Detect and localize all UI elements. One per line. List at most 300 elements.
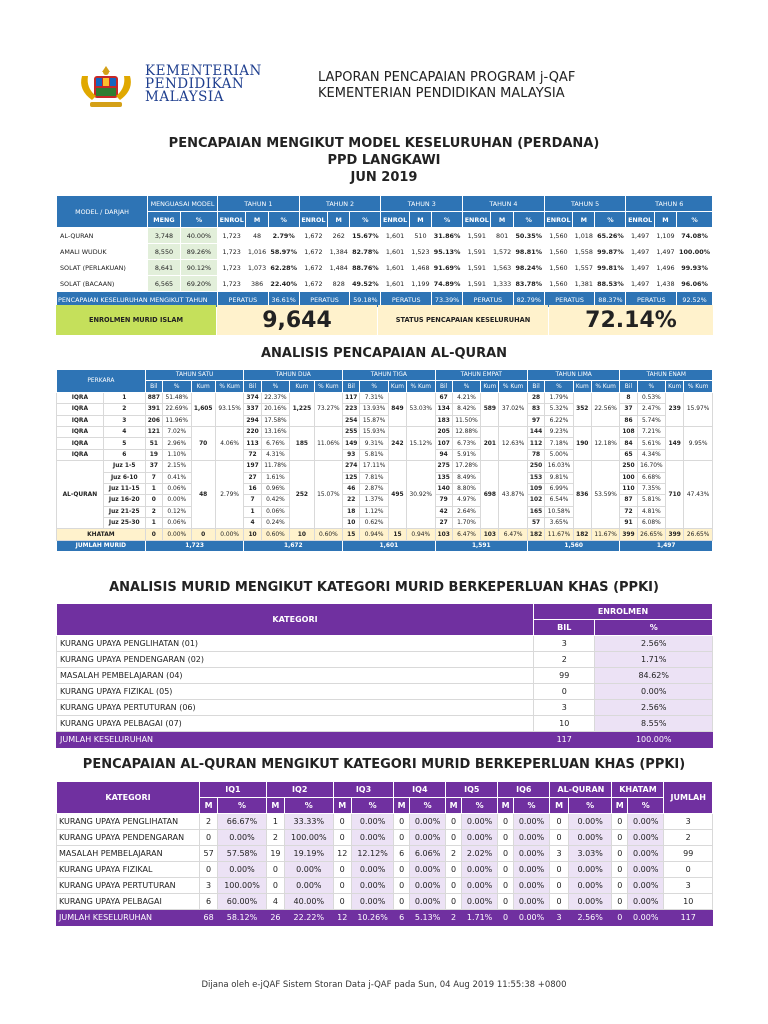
year-enrol: 1,672 (299, 228, 327, 244)
peratus-label: PERATUS (626, 292, 677, 308)
row-level: 5 (103, 438, 145, 449)
year-pct: 82.78% (350, 244, 381, 260)
cell-jumlah: 3 (664, 878, 713, 894)
summary-pct: 82.79% (513, 292, 544, 308)
cell-pct: 1.61% (261, 472, 290, 483)
cell-kum: 1,605 (191, 392, 215, 426)
year-enrol: 1,560 (544, 244, 572, 260)
ppki-row (57, 716, 713, 732)
cell-pct: 1.10% (162, 449, 191, 460)
col-pct: % (461, 798, 497, 814)
model-meng: 8,641 (148, 260, 181, 276)
col-pct: % (409, 798, 445, 814)
cell-pct: 5.91% (452, 449, 481, 460)
year-enrol: 1,723 (218, 228, 246, 244)
col-enrolmen: ENROLMEN (534, 604, 713, 620)
year-pct: 2.79% (268, 228, 299, 244)
ppki-category: KURANG UPAYA PENGLIHATAN (01) (57, 636, 534, 652)
col-sub: % Kum (314, 381, 343, 392)
khatam-cell: 6.47% (499, 529, 528, 540)
cell-pct: 0.00% (409, 862, 445, 878)
khatam-label: KHATAM (57, 529, 146, 540)
cell-m: 57 (200, 846, 218, 862)
cell-kum: 48 (191, 461, 215, 529)
year-enrol: 1,672 (299, 260, 327, 276)
year-m: 1,497 (654, 244, 676, 260)
cell-kum: 710 (666, 461, 684, 529)
col-group: IQ3 (333, 782, 394, 798)
cell-pct: 0.00% (513, 814, 549, 830)
cell-jumlah: 10 (664, 894, 713, 910)
col-sub: Bil (343, 381, 360, 392)
cell-pct: 1.79% (545, 392, 574, 403)
cell-pct: 0.00% (351, 862, 394, 878)
model-meng: 6,565 (148, 276, 181, 292)
cell-pct-kum: 53.59% (591, 461, 620, 529)
cell-bil: 65 (620, 449, 637, 460)
col-pct: % (568, 798, 612, 814)
col-year-header: TAHUN SATU (145, 370, 244, 381)
cell-pct: 4.31% (261, 449, 290, 460)
cell-pct-kum: 12.63% (499, 426, 528, 460)
row-level: 1 (103, 392, 145, 403)
year-pct: 50.35% (513, 228, 544, 244)
col-year-header: TAHUN EMPAT (435, 370, 527, 381)
row-group: IQRA (57, 415, 104, 426)
cell-kum: 190 (573, 426, 591, 460)
year-enrol: 1,560 (544, 260, 572, 276)
year-pct: 96.06% (677, 276, 713, 292)
col-sub: % (452, 381, 481, 392)
cell-bil: 94 (435, 449, 452, 460)
enrolment-label: ENROLMEN MURID ISLAM (56, 305, 216, 335)
col-sub: % (261, 381, 290, 392)
col-sub: Bil (145, 381, 162, 392)
col-kategori: KATEGORI (57, 604, 534, 636)
ppki-pct: 8.55% (595, 716, 713, 732)
cell-pct: 8.42% (452, 404, 481, 415)
cell-m: 0 (200, 862, 218, 878)
col-year-header: TAHUN DUA (244, 370, 343, 381)
cell-jumlah: 2 (664, 830, 713, 846)
khatam-cell: 26.65% (637, 529, 666, 540)
khatam-cell: 6.47% (452, 529, 481, 540)
report-title-line-1: LAPORAN PENCAPAIAN PROGRAM j-QAF (318, 70, 576, 85)
model-meng: 8,550 (148, 244, 181, 260)
model-row (57, 260, 713, 276)
cell-pct: 100.00% (285, 830, 334, 846)
col-m: M (200, 798, 218, 814)
cell-pct-kum: 4.06% (215, 426, 244, 460)
cell-bil: 83 (527, 404, 544, 415)
cell-m: 0 (550, 862, 569, 878)
cell-pct: 2.87% (360, 483, 389, 494)
year-m: 1,199 (409, 276, 431, 292)
cell-pct: 0.00% (162, 495, 191, 506)
cell-pct: 0.00% (628, 830, 664, 846)
ppki-pct: 0.00% (595, 684, 713, 700)
khatam-cell: 399 (666, 529, 684, 540)
col-sub: % (360, 381, 389, 392)
cell-pct: 0.12% (162, 506, 191, 517)
cell-bil: 112 (527, 438, 544, 449)
ppki-category: KURANG UPAYA FIZIKAL (05) (57, 684, 534, 700)
cell-pct: 0.00% (513, 862, 549, 878)
year-m: 1,563 (491, 260, 513, 276)
cell-pct: 6.76% (261, 438, 290, 449)
cell-bil: 144 (527, 426, 544, 437)
col-sub: % Kum (406, 381, 435, 392)
total-m: 3 (550, 910, 569, 926)
col-year-header: TAHUN 3 (381, 196, 463, 212)
col-group: IQ6 (498, 782, 550, 798)
cell-pct: 0.42% (261, 495, 290, 506)
cell-kum: 352 (573, 392, 591, 426)
cell-bil: 294 (244, 415, 261, 426)
summary-pct: 36.61% (268, 292, 299, 308)
cell-pct-kum: 30.92% (406, 461, 435, 529)
cell-bil: 374 (244, 392, 261, 403)
cell-pct: 4.21% (452, 392, 481, 403)
year-pct: 31.86% (432, 228, 463, 244)
cell-pct: 19.19% (285, 846, 334, 862)
cell-m: 19 (266, 846, 284, 862)
year-enrol: 1,497 (626, 276, 654, 292)
col-sub: Kum (191, 381, 215, 392)
ppki-quran-category: KURANG UPAYA PERTUTURAN (57, 878, 200, 894)
ppki-row (57, 668, 713, 684)
cell-m: 0 (394, 878, 410, 894)
col-group: IQ2 (266, 782, 333, 798)
year-enrol: 1,560 (544, 228, 572, 244)
cell-bil: 87 (620, 495, 637, 506)
col-sub: Kum (388, 381, 406, 392)
cell-bil: 18 (343, 506, 360, 517)
cell-kum: 239 (666, 392, 684, 426)
year-enrol: 1,560 (544, 276, 572, 292)
cell-m: 0 (446, 862, 462, 878)
col-m: M (498, 798, 514, 814)
total-pct: 10.26% (351, 910, 394, 926)
year-m: 1,381 (573, 276, 595, 292)
cell-bil: 10 (343, 518, 360, 529)
khatam-cell: 15 (388, 529, 406, 540)
cell-m: 12 (333, 846, 351, 862)
logo-line-3: MALAYSIA (145, 89, 224, 105)
col-year-header: TAHUN 1 (218, 196, 300, 212)
cell-pct: 6.06% (409, 846, 445, 862)
year-pct: 98.24% (513, 260, 544, 276)
cell-bil: 1 (145, 483, 162, 494)
cell-pct: 7.02% (162, 426, 191, 437)
cell-pct: 12.88% (452, 426, 481, 437)
total-m: 6 (394, 910, 410, 926)
cell-m: 0 (333, 862, 351, 878)
cell-pct: 1.12% (360, 506, 389, 517)
cell-pct-kum: 15.97% (684, 392, 713, 426)
ppki-pct: 2.56% (595, 636, 713, 652)
cell-kum: 185 (290, 426, 314, 460)
col-sub: Bil (244, 381, 261, 392)
col-pct: % (285, 798, 334, 814)
quran-row (57, 426, 713, 437)
cell-pct-kum: 15.12% (406, 426, 435, 460)
year-enrol: 1,497 (626, 244, 654, 260)
cell-pct: 57.58% (218, 846, 267, 862)
cell-pct: 0.06% (261, 506, 290, 517)
cell-m: 0 (550, 894, 569, 910)
total-pct: 5.13% (409, 910, 445, 926)
col-pct: % (677, 212, 713, 228)
col-jumlah: JUMLAH (664, 782, 713, 814)
col-m: M (246, 212, 268, 228)
ppki-quran-total-row (57, 910, 713, 926)
cell-pct: 13.16% (261, 426, 290, 437)
ministry-logo-text (145, 65, 262, 104)
cell-pct: 0.53% (637, 392, 666, 403)
total-m: 12 (333, 910, 351, 926)
cell-pct: 0.00% (513, 878, 549, 894)
col-pct: % (432, 212, 463, 228)
ppki-quran-category: KURANG UPAYA FIZIKAL (57, 862, 200, 878)
ppki-bil: 3 (534, 700, 595, 716)
khatam-cell: 0.94% (406, 529, 435, 540)
ppki-category: KURANG UPAYA PENDENGARAN (02) (57, 652, 534, 668)
cell-m: 0 (394, 862, 410, 878)
cell-pct: 2.02% (461, 846, 497, 862)
cell-m: 0 (612, 814, 628, 830)
cell-bil: 78 (527, 449, 544, 460)
ppki-quran-category: KURANG UPAYA PENDENGARAN (57, 830, 200, 846)
cell-bil: 84 (620, 438, 637, 449)
col-menguasai-model: MENGUASAI MODEL (148, 196, 218, 212)
ppki-bil: 2 (534, 652, 595, 668)
year-pct: 65.26% (595, 228, 626, 244)
cell-kum: 589 (481, 392, 499, 426)
cell-pct: 0.00% (568, 814, 612, 830)
col-m: M (409, 212, 431, 228)
cell-bil: 100 (620, 472, 637, 483)
cell-pct: 17.58% (261, 415, 290, 426)
cell-m: 0 (266, 878, 284, 894)
cell-pct: 0.00% (568, 862, 612, 878)
total-pct: 0.00% (513, 910, 549, 926)
col-year-header: TAHUN 5 (544, 196, 626, 212)
cell-bil: 72 (620, 506, 637, 517)
col-sub: Bil (435, 381, 452, 392)
cell-m: 0 (446, 894, 462, 910)
cell-pct: 9.31% (360, 438, 389, 449)
cell-kum: 149 (666, 426, 684, 460)
cell-pct: 0.00% (461, 894, 497, 910)
cell-jumlah: 99 (664, 846, 713, 862)
col-sub: Kum (481, 381, 499, 392)
col-year-header: TAHUN ENAM (620, 370, 713, 381)
year-m: 1,438 (654, 276, 676, 292)
cell-pct: 6.08% (637, 518, 666, 529)
cell-bil: 255 (343, 426, 360, 437)
cell-pct: 16.03% (545, 461, 574, 472)
col-m: M (550, 798, 569, 814)
year-m: 1,073 (246, 260, 268, 276)
cell-bil: 28 (527, 392, 544, 403)
year-pct: 99.81% (595, 260, 626, 276)
row-group: IQRA (57, 404, 104, 415)
cell-bil: 8 (620, 392, 637, 403)
cell-bil: 125 (343, 472, 360, 483)
year-enrol: 1,601 (381, 276, 409, 292)
cell-kum: 242 (388, 426, 406, 460)
total-jumlah: 117 (664, 910, 713, 926)
ppki-row (57, 636, 713, 652)
cell-pct: 100.00% (218, 878, 267, 894)
cell-m: 3 (550, 846, 569, 862)
col-pct: % (268, 212, 299, 228)
cell-pct: 0.00% (409, 894, 445, 910)
cell-pct: 0.62% (360, 518, 389, 529)
cell-pct: 7.35% (637, 483, 666, 494)
total-pct: 22.22% (285, 910, 334, 926)
cell-pct: 1.37% (360, 495, 389, 506)
cell-pct: 0.00% (285, 862, 334, 878)
cell-m: 0 (333, 894, 351, 910)
cell-m: 0 (612, 830, 628, 846)
cell-bil: 42 (435, 506, 452, 517)
cell-bil: 7 (145, 472, 162, 483)
col-enrol: ENROL (463, 212, 491, 228)
ppki-category: KURANG UPAYA PELBAGAI (07) (57, 716, 534, 732)
col-m: M (333, 798, 351, 814)
total-m: 0 (612, 910, 628, 926)
cell-bil: 117 (343, 392, 360, 403)
year-pct: 62.28% (268, 260, 299, 276)
jumlah-label: JUMLAH MURID (57, 540, 146, 551)
total-m: 68 (200, 910, 218, 926)
jumlah-value: 1,497 (620, 540, 713, 551)
ppki-quran-total-label: JUMLAH KESELURUHAN (57, 910, 200, 926)
cell-pct: 5.32% (545, 404, 574, 415)
cell-pct-kum: 2.79% (215, 461, 244, 529)
year-enrol: 1,672 (299, 244, 327, 260)
year-pct: 74.89% (432, 276, 463, 292)
ppki-quran-row (57, 878, 713, 894)
year-m: 828 (328, 276, 350, 292)
cell-bil: 135 (435, 472, 452, 483)
cell-bil: 110 (620, 483, 637, 494)
cell-bil: 1 (145, 518, 162, 529)
ppki-total-label: JUMLAH KESELURUHAN (57, 732, 534, 748)
cell-pct-kum: 47.43% (684, 461, 713, 529)
row-group: AL-QURAN (57, 461, 104, 529)
cell-bil: 206 (145, 415, 162, 426)
cell-pct-kum: 43.87% (499, 461, 528, 529)
peratus-label: PERATUS (463, 292, 514, 308)
cell-bil: 27 (244, 472, 261, 483)
row-level: 2 (103, 404, 145, 415)
khatam-cell: 0.60% (261, 529, 290, 540)
cell-bil: 391 (145, 404, 162, 415)
ppki-row (57, 652, 713, 668)
col-enrol: ENROL (381, 212, 409, 228)
cell-pct: 0.00% (218, 830, 267, 846)
col-year-header: TAHUN 6 (626, 196, 713, 212)
cell-pct: 0.06% (162, 518, 191, 529)
cell-m: 6 (200, 894, 218, 910)
cell-pct: 9.23% (545, 426, 574, 437)
summary-pct: 92.52% (677, 292, 713, 308)
cell-pct: 0.00% (409, 830, 445, 846)
khatam-cell: 10 (290, 529, 314, 540)
cell-bil: 37 (145, 461, 162, 472)
ppki-pct: 84.62% (595, 668, 713, 684)
cell-pct: 8.49% (452, 472, 481, 483)
cell-bil: 250 (620, 461, 637, 472)
model-pct: 90.12% (180, 260, 217, 276)
peratus-label: PERATUS (544, 292, 595, 308)
cell-pct: 16.70% (637, 461, 666, 472)
col-meng: MENG (148, 212, 181, 228)
cell-pct: 0.00% (218, 862, 267, 878)
cell-m: 0 (498, 878, 514, 894)
row-level: Juz 11-15 (103, 483, 145, 494)
cell-m: 0 (550, 830, 569, 846)
col-m: M (491, 212, 513, 228)
report-title (318, 70, 575, 102)
col-group: KHATAM (612, 782, 664, 798)
cell-bil: 1 (244, 506, 261, 517)
cell-pct: 20.16% (261, 404, 290, 415)
year-enrol: 1,497 (626, 228, 654, 244)
cell-pct: 5.00% (545, 449, 574, 460)
cell-bil: 275 (435, 461, 452, 472)
year-pct: 15.67% (350, 228, 381, 244)
row-level: Juz 1-5 (103, 461, 145, 472)
col-m: M (394, 798, 410, 814)
jumlah-value: 1,672 (244, 540, 343, 551)
khatam-cell: 15 (343, 529, 360, 540)
model-pct: 89.26% (180, 244, 217, 260)
khatam-cell: 11.67% (545, 529, 574, 540)
cell-pct: 15.93% (360, 426, 389, 437)
year-enrol: 1,591 (463, 244, 491, 260)
cell-pct: 0.41% (162, 472, 191, 483)
col-m: M (654, 212, 676, 228)
model-meng: 3,748 (148, 228, 181, 244)
total-pct: 58.12% (218, 910, 267, 926)
cell-m: 2 (200, 814, 218, 830)
ppki-quran-row (57, 862, 713, 878)
cell-bil: 220 (244, 426, 261, 437)
cell-m: 0 (446, 830, 462, 846)
col-m: M (573, 212, 595, 228)
cell-pct-kum: 93.15% (215, 392, 244, 426)
cell-bil: 254 (343, 415, 360, 426)
khatam-cell: 0 (191, 529, 215, 540)
cell-jumlah: 0 (664, 862, 713, 878)
col-sub: Kum (573, 381, 591, 392)
cell-pct: 5.61% (637, 438, 666, 449)
cell-pct: 22.69% (162, 404, 191, 415)
summary-pct: 59.18% (350, 292, 381, 308)
year-pct: 58.97% (268, 244, 299, 260)
cell-m: 0 (266, 862, 284, 878)
cell-pct: 2.96% (162, 438, 191, 449)
year-pct: 83.78% (513, 276, 544, 292)
col-group: IQ4 (394, 782, 446, 798)
row-level: Juz 16-20 (103, 495, 145, 506)
cell-pct: 0.00% (409, 878, 445, 894)
cell-bil: 205 (435, 426, 452, 437)
